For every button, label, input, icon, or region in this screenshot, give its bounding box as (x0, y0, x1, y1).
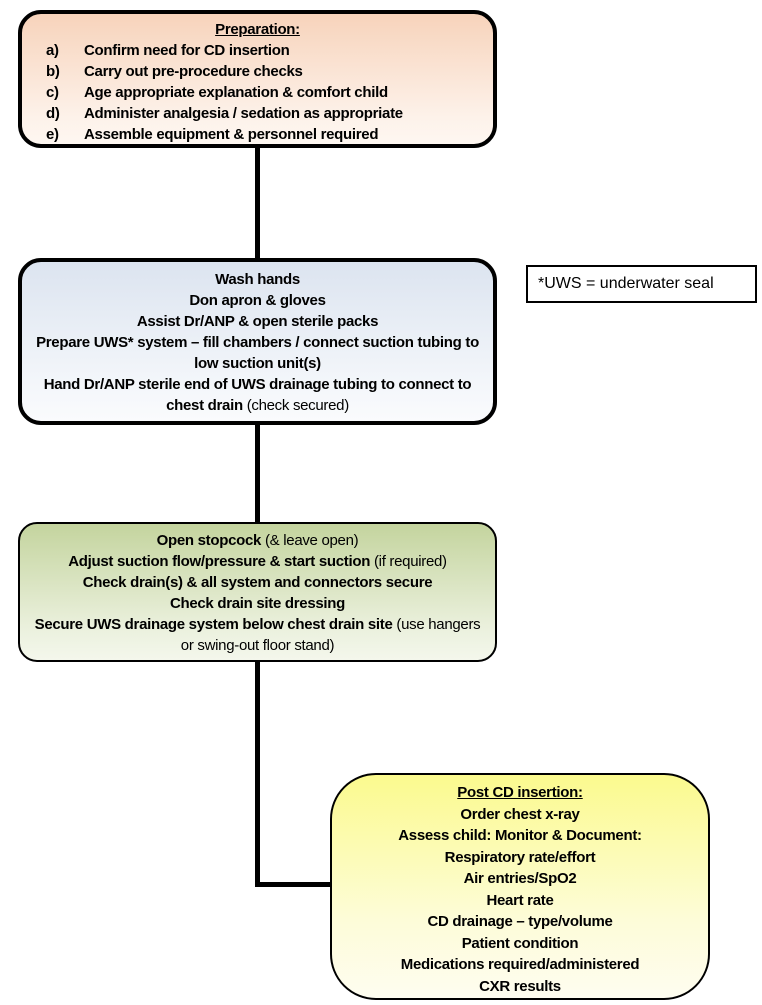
post-insertion-title: Post CD insertion: (457, 784, 583, 801)
text-line: Secure UWS drainage system below chest drain site (use hangers or swing-out floor stand) (34, 616, 481, 654)
connector-elbow (255, 882, 332, 887)
setup-box (18, 258, 497, 425)
preparation-list (22, 40, 493, 145)
item-text: Age appropriate explanation & comfort child (84, 84, 388, 101)
item-marker: d) (46, 105, 60, 122)
text-line: Air entries/SpO2 (463, 870, 577, 887)
text-line: Don apron & gloves (189, 292, 326, 309)
connector-line (255, 423, 260, 524)
item-text: Confirm need for CD insertion (84, 42, 290, 59)
item-text: Carry out pre-procedure checks (84, 63, 303, 80)
text-line: Prepare UWS* system – fill chambers / connect suction tubing to low suction unit(s) (36, 334, 479, 372)
list-item (46, 61, 479, 82)
text-line: Wash hands (215, 271, 300, 288)
list-item (46, 124, 479, 145)
text-line: Heart rate (486, 891, 554, 909)
list-item (46, 40, 479, 61)
text-line: Check drain(s) & all system and connectors secure (82, 574, 433, 591)
text-line: Respiratory rate/effort (444, 848, 596, 866)
text-line: Order chest x-ray (460, 805, 580, 823)
list-item (46, 82, 479, 103)
post-insertion-box (330, 773, 710, 1000)
suction-box (18, 522, 497, 662)
list-item (46, 103, 479, 124)
preparation-title: Preparation: (215, 21, 300, 38)
item-text: Assemble equipment & personnel required (84, 126, 379, 143)
text-line: Check drain site dressing (169, 595, 346, 612)
item-text: Administer analgesia / sedation as appropriate (84, 105, 403, 122)
text-line: Hand Dr/ANP sterile end of UWS drainage tubing to connect to chest drain (check secured) (43, 376, 472, 414)
text-line: Assist Dr/ANP & open sterile packs (136, 313, 379, 330)
item-marker: c) (46, 84, 59, 101)
text-line: Adjust suction flow/pressure & start suction (if required) (68, 553, 447, 570)
text-line: Patient condition (461, 934, 579, 952)
preparation-box (18, 10, 497, 148)
text-line: Medications required/administered (400, 956, 640, 973)
text-line: CXR results (479, 977, 561, 995)
item-marker: b) (46, 63, 60, 80)
item-marker: e) (46, 126, 59, 143)
connector-line (255, 660, 260, 887)
text-line: Open stopcock (& leave open) (156, 532, 359, 549)
item-marker: a) (46, 42, 59, 59)
uws-note-box (526, 265, 757, 303)
uws-note-text: *UWS = underwater seal (538, 275, 714, 292)
text-line: CD drainage – type/volume (427, 913, 613, 930)
text-line: Assess child: Monitor & Document: (398, 827, 642, 844)
connector-line (255, 146, 260, 260)
